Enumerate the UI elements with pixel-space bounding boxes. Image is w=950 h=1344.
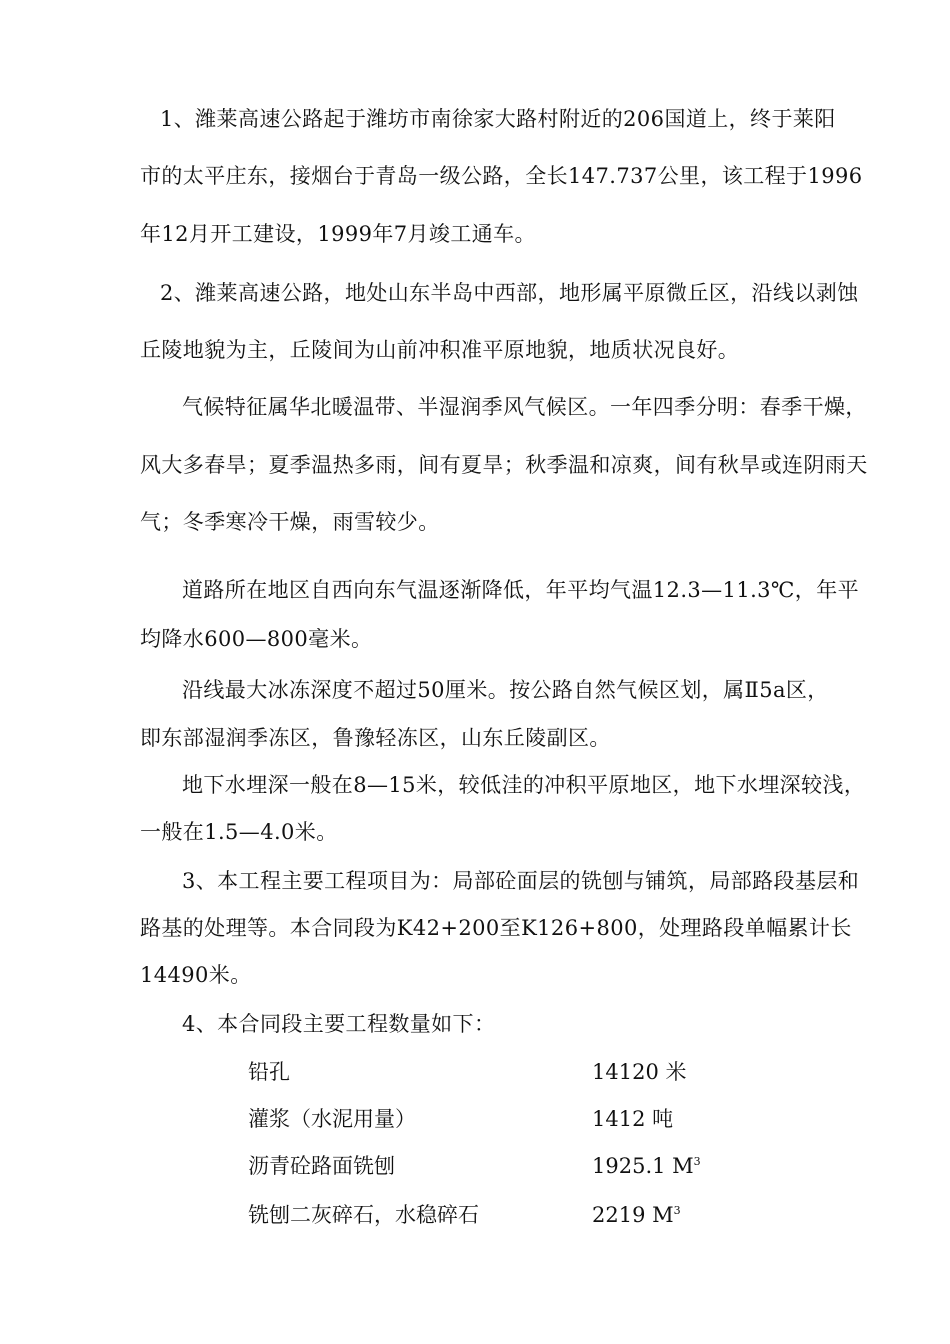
paragraph-2-line-2: 丘陵地貌为主，丘陵间为山前冲积准平原地貌，地质状况良好。 [140,338,740,362]
paragraph-4-line-1: 道路所在地区自西向东气温逐渐降低，年平均气温12.3—11.3℃，年平 [182,578,860,602]
quantity-item: 铅孔 [248,1060,290,1084]
paragraph-3-line-3: 气；冬季寒冷干燥，雨雪较少。 [140,510,440,534]
quantity-value: 1925.1 $M^3$ [592,1154,701,1178]
paragraph-6-line-2: 一般在1.5—4.0米。 [140,820,338,844]
quantity-value: 1412 吨 [592,1107,674,1131]
quantity-value: 2219 $M^3$ [592,1203,681,1227]
paragraph-7-line-1: 3、本工程主要工程项目为：局部砼面层的铣刨与铺筑，局部路段基层和 [182,869,860,893]
paragraph-1-line-1: 1、潍莱高速公路起于潍坊市南徐家大路村附近的206国道上，终于莱阳 [160,107,836,131]
quantity-item: 灌浆（水泥用量） [248,1107,416,1131]
paragraph-2-line-1: 2、潍莱高速公路，地处山东半岛中西部，地形属平原微丘区，沿线以剥蚀 [160,281,859,305]
quantity-item: 沥青砼路面铣刨 [248,1154,395,1178]
paragraph-5-line-2: 即东部湿润季冻区，鲁豫轻冻区，山东丘陵副区。 [140,726,611,750]
paragraph-4-line-2: 均降水600—800毫米。 [140,627,373,651]
paragraph-6-line-1: 地下水埋深一般在8—15米，较低洼的冲积平原地区，地下水埋深较浅， [182,773,866,797]
paragraph-1-line-3: 年12月开工建设，1999年7月竣工通车。 [140,222,536,246]
quantity-item: 铣刨二灰碎石，水稳碎石 [248,1203,479,1227]
paragraph-3-line-1: 气候特征属华北暖温带、半湿润季风气候区。一年四季分明：春季干燥， [182,395,867,419]
quantity-value: 14120 米 [592,1060,687,1084]
paragraph-1-line-2: 市的太平庄东，接烟台于青岛一级公路，全长147.737公里，该工程于1996 [140,164,863,188]
paragraph-7-line-3: 14490米。 [140,963,252,987]
paragraph-5-line-1: 沿线最大冰冻深度不超过50厘米。按公路自然气候区划，属Ⅱ5a区， [182,678,829,702]
paragraph-3-line-2: 风大多春旱；夏季温热多雨，间有夏旱；秋季温和凉爽，间有秋旱或连阴雨天 [140,453,868,477]
paragraph-7-line-2: 路基的处理等。本合同段为K42+200至K126+800，处理路段单幅累计长 [140,916,852,940]
paragraph-8-line-1: 4、本合同段主要工程数量如下： [182,1012,496,1036]
